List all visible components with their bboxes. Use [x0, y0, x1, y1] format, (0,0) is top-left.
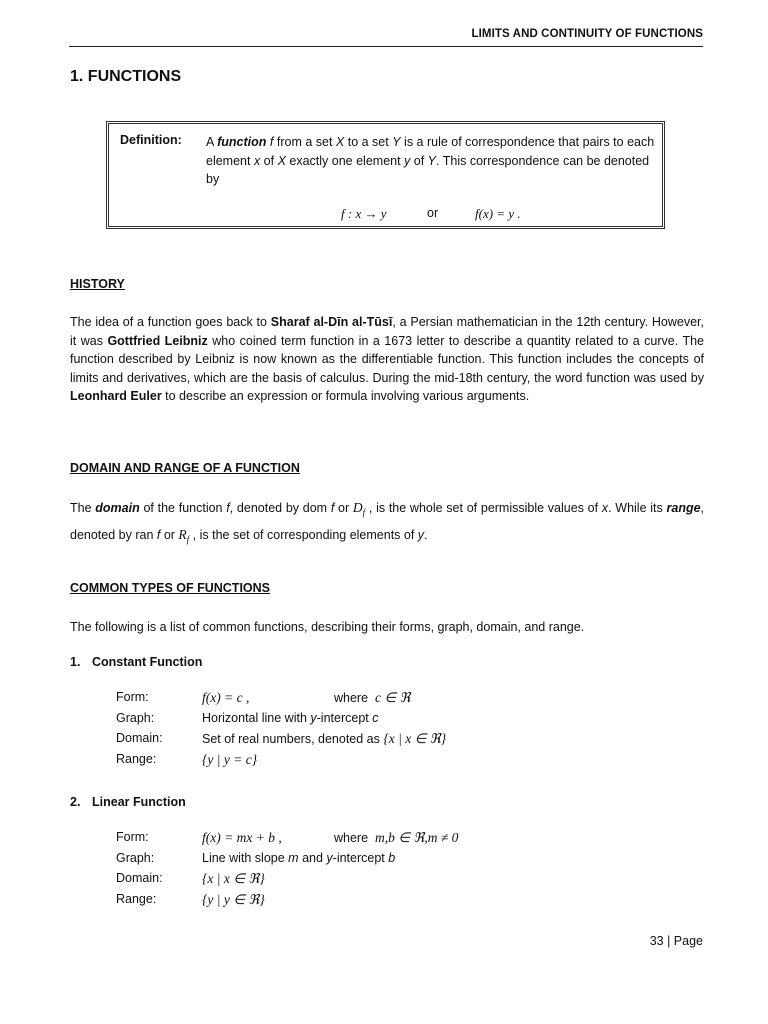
domain-row: Domain: {x | x ∈ ℜ}: [116, 871, 265, 886]
common-types-intro: The following is a list of common functions, describing their forms, graph, domain, and range.: [70, 620, 585, 634]
graph-row: Graph: Line with slope m and y-intercept b: [116, 850, 396, 865]
running-header: LIMITS AND CONTINUITY OF FUNCTIONS: [471, 28, 703, 40]
page-number: 33 | Page: [649, 934, 703, 948]
constant-function-table: [116, 688, 676, 770]
domain-row: Domain: Set of real numbers, denoted as {x | x ∈ ℜ}: [116, 731, 447, 746]
history-paragraph: The idea of a function goes back to Sharaf al-Dīn al-Tūsī, a Persian mathematician in the 12th century. However, it was Gottfried Leibniz who coined term function in a 1673 letter to describe a quantity related to a curve. The function described by Leibniz is now known as the differentiable function. This function includes the concepts of limits and derivatives, which are the basis of calculus. During the mid-18th century, the word function was used by Leonhard Euler to describe an expression or formula involving various arguments.: [70, 315, 705, 403]
definition-label: Definition:: [120, 133, 182, 147]
chapter-title: 1. FUNCTIONS: [70, 68, 182, 85]
linear-function-table: [116, 828, 676, 910]
domain-range-paragraph: The domain of the function f, denoted by dom f or $D_f$ , is the whole set of permissible values of x. While its range, denoted by ran f or $R_f$ , is the set of corresponding elements of y.: [70, 500, 705, 544]
mapping-formula: f : x → y: [341, 206, 387, 221]
history-heading: HISTORY: [70, 277, 125, 291]
form-row: Form: f(x) = mx + b , where m,b ∈ ℜ,m ≠ 0: [116, 830, 459, 845]
item-heading-constant: 1. Constant Function: [70, 655, 203, 669]
range-row: Range: {y | y ∈ ℜ}: [116, 891, 265, 907]
header-rule: [69, 46, 703, 47]
domain-range-heading: DOMAIN AND RANGE OF A FUNCTION: [70, 461, 300, 475]
common-types-heading: COMMON TYPES OF FUNCTIONS: [70, 581, 270, 595]
or-word: or: [427, 206, 439, 220]
function-formula: f(x) = y .: [475, 206, 521, 221]
range-row: Range: {y | y = c}: [116, 751, 258, 767]
graph-row: Graph: Horizontal line with y-intercept c: [116, 710, 379, 725]
definition-text: A function f from a set X to a set Y is a rule of correspondence that pairs to each element x of X exactly one element y of Y. This correspondence can be denoted by: [206, 135, 655, 186]
form-row: Form: f(x) = c , where c ∈ ℜ: [116, 690, 411, 705]
item-heading-linear: 2. Linear Function: [70, 795, 186, 809]
definition-box: [106, 121, 665, 229]
